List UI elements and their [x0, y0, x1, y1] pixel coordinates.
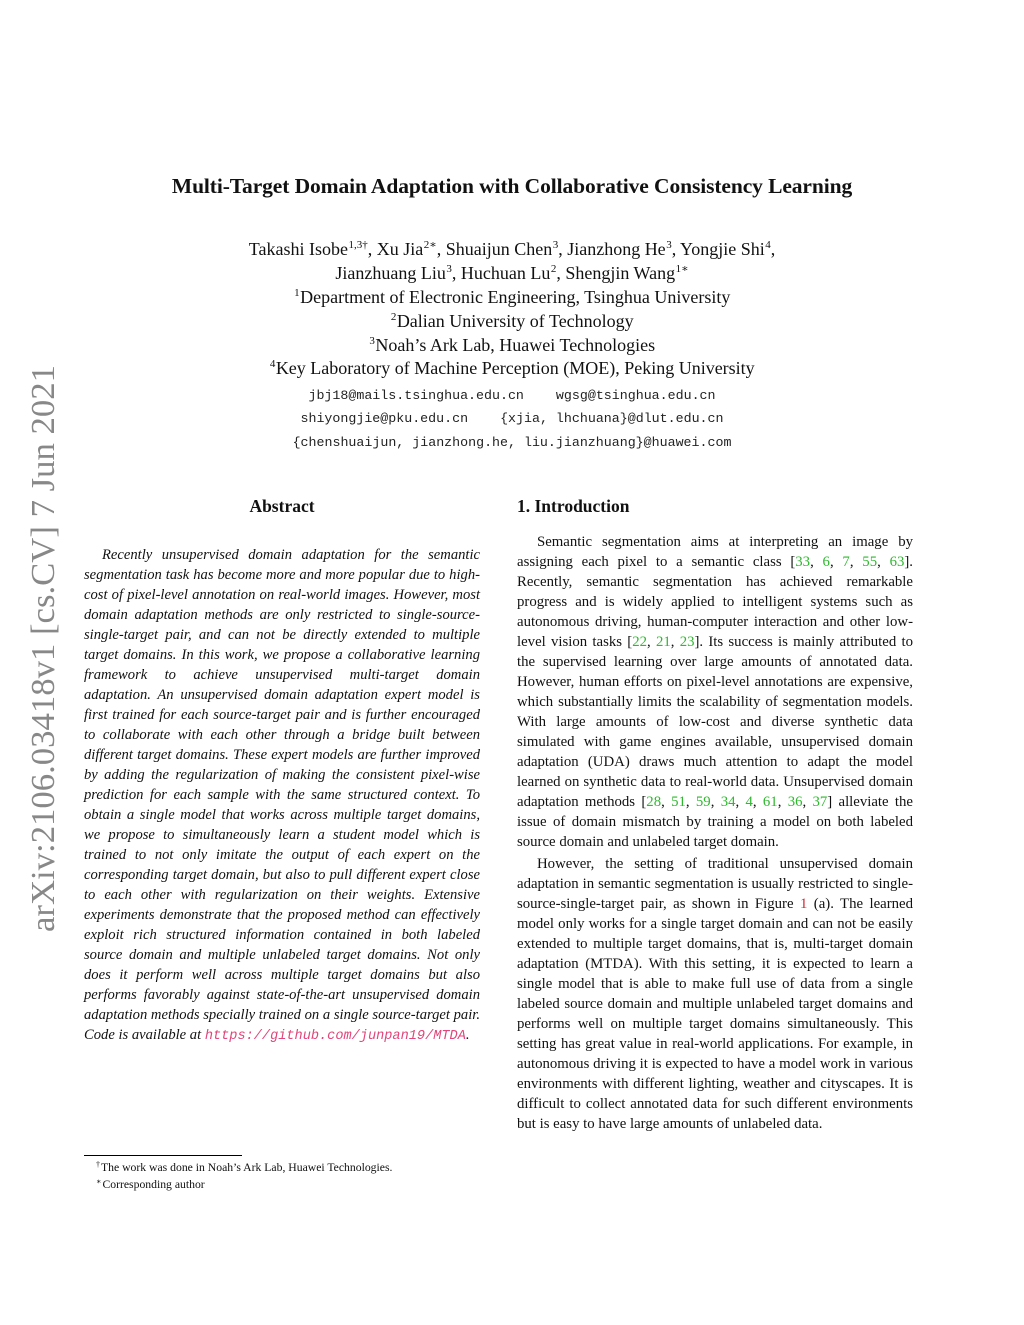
paragraph-text: ,: [849, 554, 863, 570]
authors-line2-container: [335, 263, 688, 283]
introduction-paragraph-2: [517, 854, 913, 1134]
citation-link[interactable]: 36: [787, 794, 803, 810]
author-affiliation-mark: 3: [666, 239, 672, 251]
paragraph-text: ]. Recently, semantic segmentation has achieved remarkable progress and is widely applied to intelligent systems such as autonomous driving, human-computer interaction and other low-level vision tasks [: [517, 554, 913, 650]
citation-link[interactable]: 21: [655, 634, 671, 650]
paragraph-text: ,: [802, 794, 813, 810]
affiliation-4-text: Key Laboratory of Machine Perception (MOE), Peking University: [275, 358, 755, 378]
email[interactable]: shiyongjie@pku.edu.cn: [300, 411, 469, 426]
abstract-end: .: [465, 1027, 470, 1043]
introduction-paragraph-1: [517, 532, 913, 852]
footnote-1: [96, 1160, 392, 1177]
affiliation-1: [60, 286, 964, 313]
paragraph-text: ,: [877, 554, 890, 570]
paragraph-text: ,: [685, 794, 696, 810]
footnote-2-text: Corresponding author: [102, 1178, 205, 1191]
affiliation-4: [60, 357, 964, 384]
introduction-heading: 1. Introduction: [517, 496, 630, 516]
paragraph-text: ,: [735, 794, 746, 810]
email[interactable]: jbj18@mails.tsinghua.edu.cn: [308, 388, 524, 403]
author-name: , Yongjie Shi: [671, 239, 765, 259]
citation-link[interactable]: 33: [795, 554, 811, 570]
citation-link[interactable]: 4: [745, 794, 753, 810]
email[interactable]: {xjia, lhchuana}@dlut.edu.cn: [500, 411, 724, 426]
footnote-1-mark: †: [96, 1160, 100, 1169]
authors-line1-container: [249, 239, 771, 259]
arxiv-identifier: [16, 365, 66, 932]
paragraph-text: Semantic segmentation aims at interpreting an image by assigning each pixel to a semantic class [: [517, 534, 913, 570]
author-affiliation-mark: 1,3†: [348, 239, 368, 251]
email-line-2: [60, 407, 964, 431]
citation-link[interactable]: 59: [695, 794, 711, 810]
affiliation-4-mark: 4: [269, 358, 276, 370]
affiliation-3-mark: 3: [369, 335, 375, 347]
affiliation-1-text: Department of Electronic Engineering, Tsinghua University: [300, 287, 731, 307]
citation-link[interactable]: 22: [632, 634, 647, 650]
author-name: , Xu Jia: [367, 239, 424, 259]
author-affiliation-mark: 3: [446, 263, 452, 275]
affiliation-2-text: Dalian University of Technology: [396, 311, 634, 331]
citation-link[interactable]: 37: [812, 794, 828, 810]
paragraph-text: However, the setting of traditional unsupervised domain adaptation in semantic segmentation is usually restricted to single-source-single-target pair, as shown in Figure: [517, 856, 913, 912]
paragraph-text: ,: [777, 794, 788, 810]
code-link[interactable]: https://github.com/junpan19/MTDA: [204, 1029, 466, 1044]
author-affiliation-mark: 4: [765, 239, 771, 251]
citation-link[interactable]: 51: [671, 794, 686, 810]
author-affiliation-mark: 2: [550, 263, 557, 275]
citation-link[interactable]: 7: [842, 554, 850, 570]
abstract-heading: Abstract: [249, 496, 315, 516]
paper-title: Multi-Target Domain Adaptation with Collaborative Consistency Learning: [171, 174, 853, 198]
author-affiliation-mark: 3: [552, 239, 559, 251]
arxiv-identifier-text: arXiv:2106.03418v1 [cs.CV] 7 Jun 2021: [25, 376, 62, 932]
email-line-3: [60, 431, 964, 455]
footnote-2-mark: ∗: [96, 1177, 102, 1186]
abstract-body: [84, 545, 480, 1047]
paragraph-text: ,: [647, 634, 656, 650]
affiliation-2-mark: 2: [390, 311, 397, 323]
affiliation-2: [60, 310, 964, 337]
paragraph-text: ,: [752, 794, 763, 810]
author-name: , Jianzhong He: [558, 239, 666, 259]
paragraph-text: ,: [661, 794, 672, 810]
paragraph-text: ,: [670, 634, 680, 650]
citation-link[interactable]: 23: [679, 634, 695, 650]
paragraph-text: ]. Its success is mainly attributed to the supervised learning over large amounts of annotated data. However, human efforts on pixel-level annotations are expensive, which substantially limits the scalability of segmentation models. With large amounts of low-cost and diverse synthetic data simulated with game engines available, unsupervised domain adaptation (UDA) draws much attention to adapt the model learned on synthetic data to real-world data. Unsupervised domain adaptation methods [: [517, 634, 913, 810]
author-name: Jianzhuang Liu: [335, 263, 446, 283]
citation-link[interactable]: 55: [862, 554, 878, 570]
paragraph-text: ,: [810, 554, 823, 570]
author-name: , Huchuan Lu: [451, 263, 551, 283]
author-affiliation-mark: 2∗: [423, 239, 437, 251]
citation-link[interactable]: 6: [822, 554, 830, 570]
footnote-2: [96, 1177, 205, 1194]
email[interactable]: {chenshuaijun, jianzhong.he, liu.jianzhuang}@huawei.com: [292, 435, 732, 450]
author-line-2: [60, 262, 964, 289]
paragraph-text: ] alleviate the issue of domain mismatch by training a model on both labeled source domain and unlabeled target domain.: [517, 794, 913, 850]
citation-link[interactable]: 63: [889, 554, 905, 570]
introduction-body: [517, 532, 913, 1136]
citation-link[interactable]: 34: [720, 794, 736, 810]
author-line1-end: ,: [770, 239, 776, 259]
arxiv-identifier-graphic: [16, 365, 66, 932]
abstract-text: Recently unsupervised domain adaptation for the semantic segmentation task has become more and more popular due to high-cost of pixel-level annotation on real-world images. However, most domain adaptation methods are only restricted to single-source-single-target pair, and can not be directly extended to multiple target domains. In this work, we propose a collaborative learning framework to achieve unsupervised multi-target domain adaptation. An unsupervised domain adaptation expert model is first trained for each source-target pair and is further encouraged to collaborate with each other through a bridge built between different target domains. These expert models are further improved by adding the regularization of making the consistent pixel-wise prediction for each sample with the same structured context. To obtain a single model that works across multiple target domains, we propose to simultaneously learn a student model which is trained to not only imitate the output of each expert on the corresponding target domain, but also to pull different expert close to each other with regularization on their weights. Extensive experiments demonstrate that the proposed method can effectively exploit rich structured information contained in both labeled source domain and multiple unlabeled target domains. Not only does it perform well across multiple target domains but also performs favorably against state-of-the-art unsupervised domain adaptation methods specially trained on a single source-target pair. Code is available at: [84, 547, 480, 1043]
author-name: Takashi Isobe: [248, 239, 348, 259]
author-line-1: [60, 238, 964, 265]
author-name: , Shuaijun Chen: [436, 239, 553, 259]
paragraph-text: (a). The learned model only works for a single target domain and can not be easily extended to multiple target domains, that is, multi-target domain adaptation (MTDA). With this setting, it is expected to learn a single model that is able to make full use of data from a single labeled source domain and multiple unlabeled target domains and performs well on multiple target domains simultaneously. This setting has great value in real-world applications. For example, in autonomous driving it is expected to have a model work in various environments with different lighting, weather and cityscapes. It is difficult to collect annotated data for such different environments but is easy to have large amounts of unlabeled data.: [517, 896, 913, 1132]
footnote-1-text: The work was done in Noah’s Ark Lab, Huawei Technologies.: [101, 1161, 393, 1174]
paragraph-text: ,: [710, 794, 721, 810]
author-affiliation-mark: 1∗: [675, 263, 689, 275]
affiliation-3-text: Noah’s Ark Lab, Huawei Technologies: [375, 335, 656, 355]
email[interactable]: wgsg@tsinghua.edu.cn: [555, 388, 716, 403]
citation-link[interactable]: 61: [762, 794, 778, 810]
footnote-divider: [84, 1155, 242, 1156]
email-line-1: [60, 384, 964, 408]
affiliation-1-mark: 1: [294, 287, 300, 299]
paragraph-text: ,: [829, 554, 843, 570]
author-name: , Shengjin Wang: [556, 263, 676, 283]
figure-reference-link[interactable]: 1: [799, 896, 808, 912]
citation-link[interactable]: 28: [646, 794, 662, 810]
